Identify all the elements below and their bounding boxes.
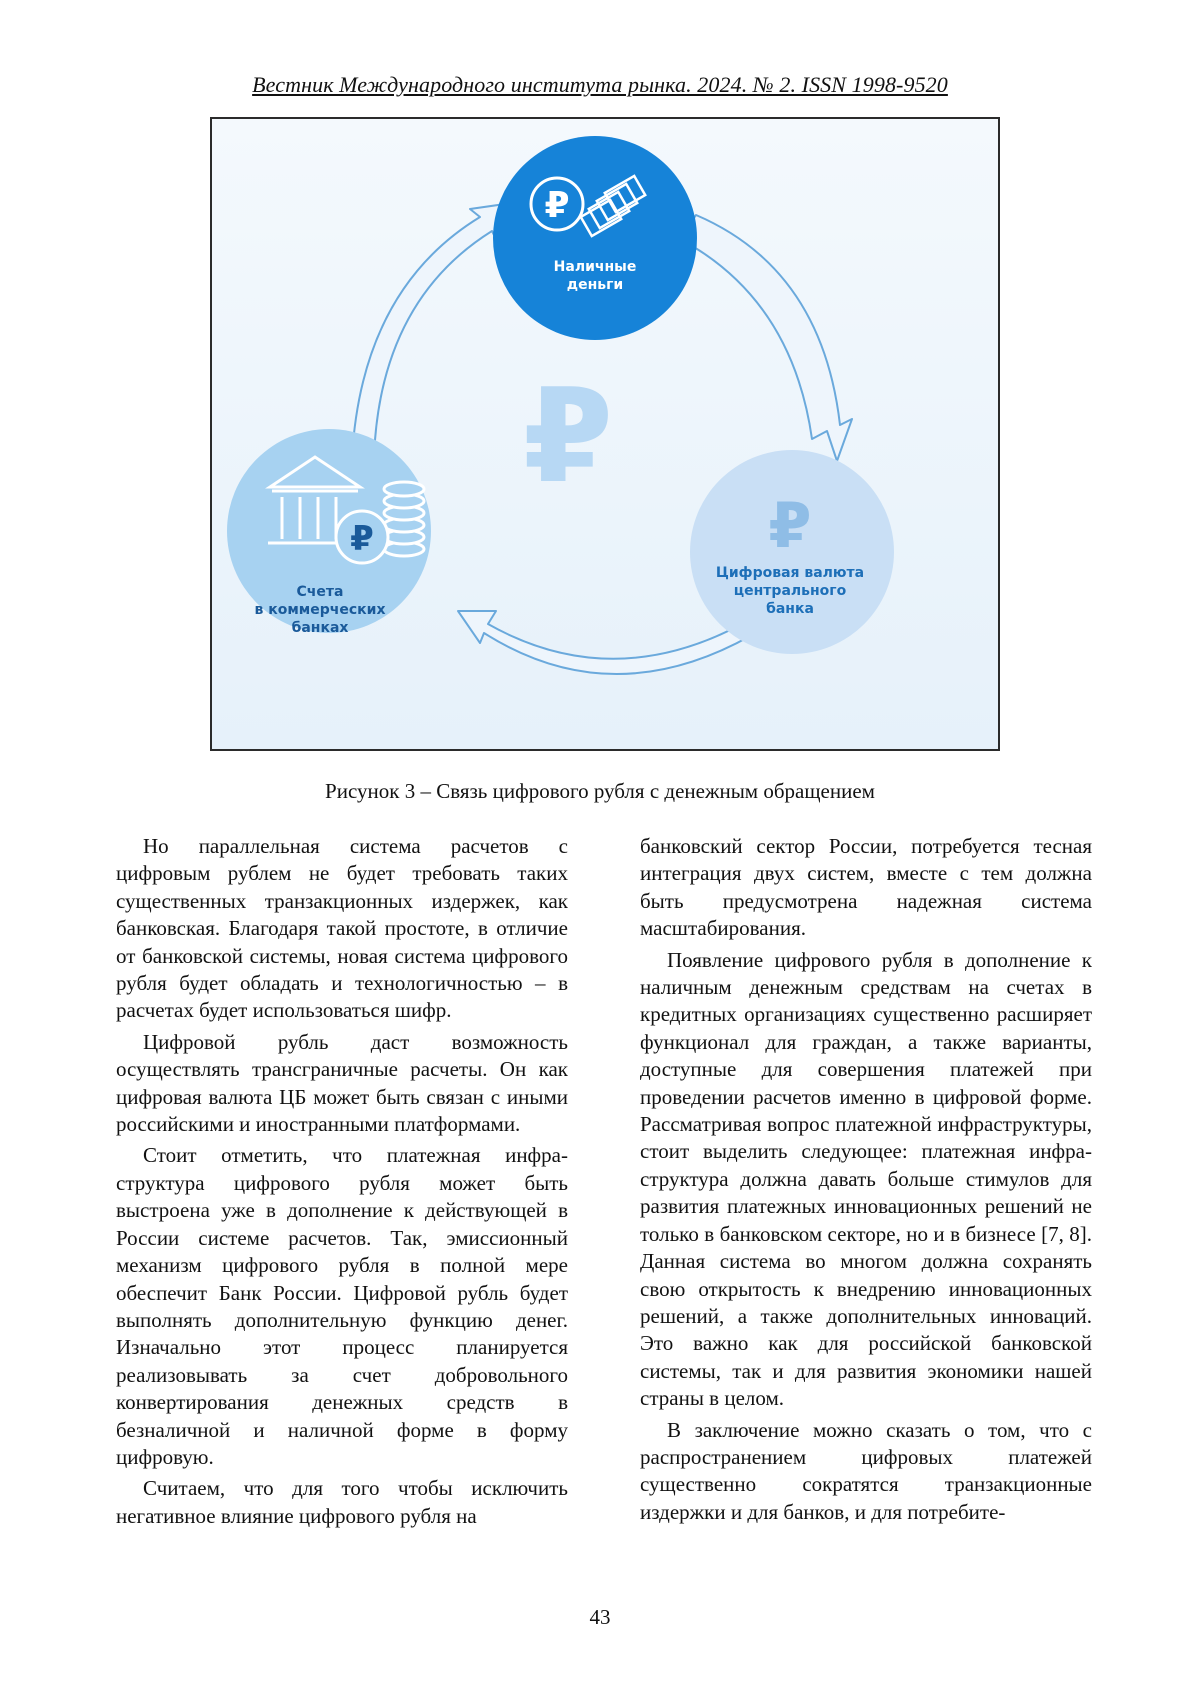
- svg-text:Цифровая валюта: [716, 565, 864, 581]
- page-number: 43: [0, 1605, 1200, 1630]
- node-accounts-label-line1: Счета: [297, 584, 344, 600]
- coin-stack-icon: [384, 482, 424, 556]
- svg-text:Счета: [297, 584, 344, 600]
- svg-text:банка: [766, 601, 814, 617]
- figure-caption: Рисунок 3 – Связь цифрового рубля с денежным обращением: [0, 779, 1200, 804]
- node-accounts-label-line3: банках: [292, 620, 349, 636]
- left-column: [116, 833, 568, 1530]
- paragraph: Появление цифрового рубля в дополне­ние к наличным денежным средствам на счетах в кредитных организациях сущест­венно расширяет функционал для граждан, а также варианты, доступные для совер­шения платежей при проведении расчетов именно в цифровой форме. Рассматривая вопрос платежной инфраструктуры, стоит выделить следующее: платежная инфра­структура должна давать больше стимулов для развития платежных инновационных решений не только в банковском секторе, но и в бизнесе [7, 8]. Данная система во многом должна сохранять свою откры­тость к внедрению инновационных реше­ний, а также дополнительных инноваций. Это важно как для российской банковской системы, так и для развития экономики нашей страны в целом.: [640, 947, 1092, 1413]
- node-digital-currency: [690, 450, 894, 654]
- node-digital-label-line1: Цифровая валюта: [716, 565, 864, 581]
- paragraph: В заключение можно сказать о том, что с распространением цифровых платежей существенно сократятся транзакционные издержки и для банков, и для потребите-: [640, 1417, 1092, 1527]
- svg-text:банках: [292, 620, 349, 636]
- node-digital-label-line3: банка: [766, 601, 814, 617]
- node-digital-label-line2: центрального: [734, 583, 847, 599]
- right-column: [640, 833, 1092, 1526]
- ruble-coin-symbol: ₽: [350, 519, 374, 559]
- digital-ruble-icon: ₽: [768, 489, 811, 562]
- ruble-coin-symbol: ₽: [544, 185, 569, 226]
- paragraph: Но параллельная система расчетов с цифровым рублем не будет требовать та­ких существенных транзакционных издер­жек, как банковская. Благодаря такой про­стоте, в отличие от банковской системы, новая система цифрового рубля будет об­ладать и технологичностью – в расчетах будет использоваться шифр.: [116, 833, 568, 1025]
- svg-text:в коммерческих: [254, 602, 385, 618]
- figure-diagram: [210, 117, 1000, 751]
- node-cash-label-line2: деньги: [567, 277, 623, 293]
- paragraph: банковский сектор России, потребуется тесная интеграция двух систем, вместе с тем должна быть предусмотрена надежная система масштабирования.: [640, 833, 1092, 943]
- paragraph: Цифровой рубль даст возможность осуществлять трансграничные расчеты. Он как цифровая валюта ЦБ может быть свя­зан с иными российскими и иностранными платформами.: [116, 1029, 568, 1139]
- node-accounts-label-line2: в коммерческих: [254, 602, 385, 618]
- center-ruble-symbol: ₽: [523, 360, 613, 512]
- svg-text:деньги: [567, 277, 623, 293]
- paragraph: Считаем, что для того чтобы исключить негативное влияние цифрового рубля на: [116, 1475, 568, 1530]
- journal-header: Вестник Международного института рынка. 2024. № 2. ISSN 1998-9520: [0, 72, 1200, 98]
- svg-text:Наличные: [554, 259, 637, 275]
- svg-text:центрального: [734, 583, 847, 599]
- node-cash-label-line1: Наличные: [554, 259, 637, 275]
- node-cash: [493, 136, 697, 340]
- paragraph: Стоит отметить, что платежная инфра­структура цифрового рубля может быть выстроена уже в дополнение к действую­щей в России системе расчетов. Так, эмис­сионный механизм цифрового рубля в полной мере обеспечит Банк России. Циф­ровой рубль будет выполнять дополни­тельную функцию денег. Изначально этот процесс планируется реализовывать за счет добровольного конвертирования де­нежных средств в безналичной и наличной форме в форму цифровую.: [116, 1142, 568, 1471]
